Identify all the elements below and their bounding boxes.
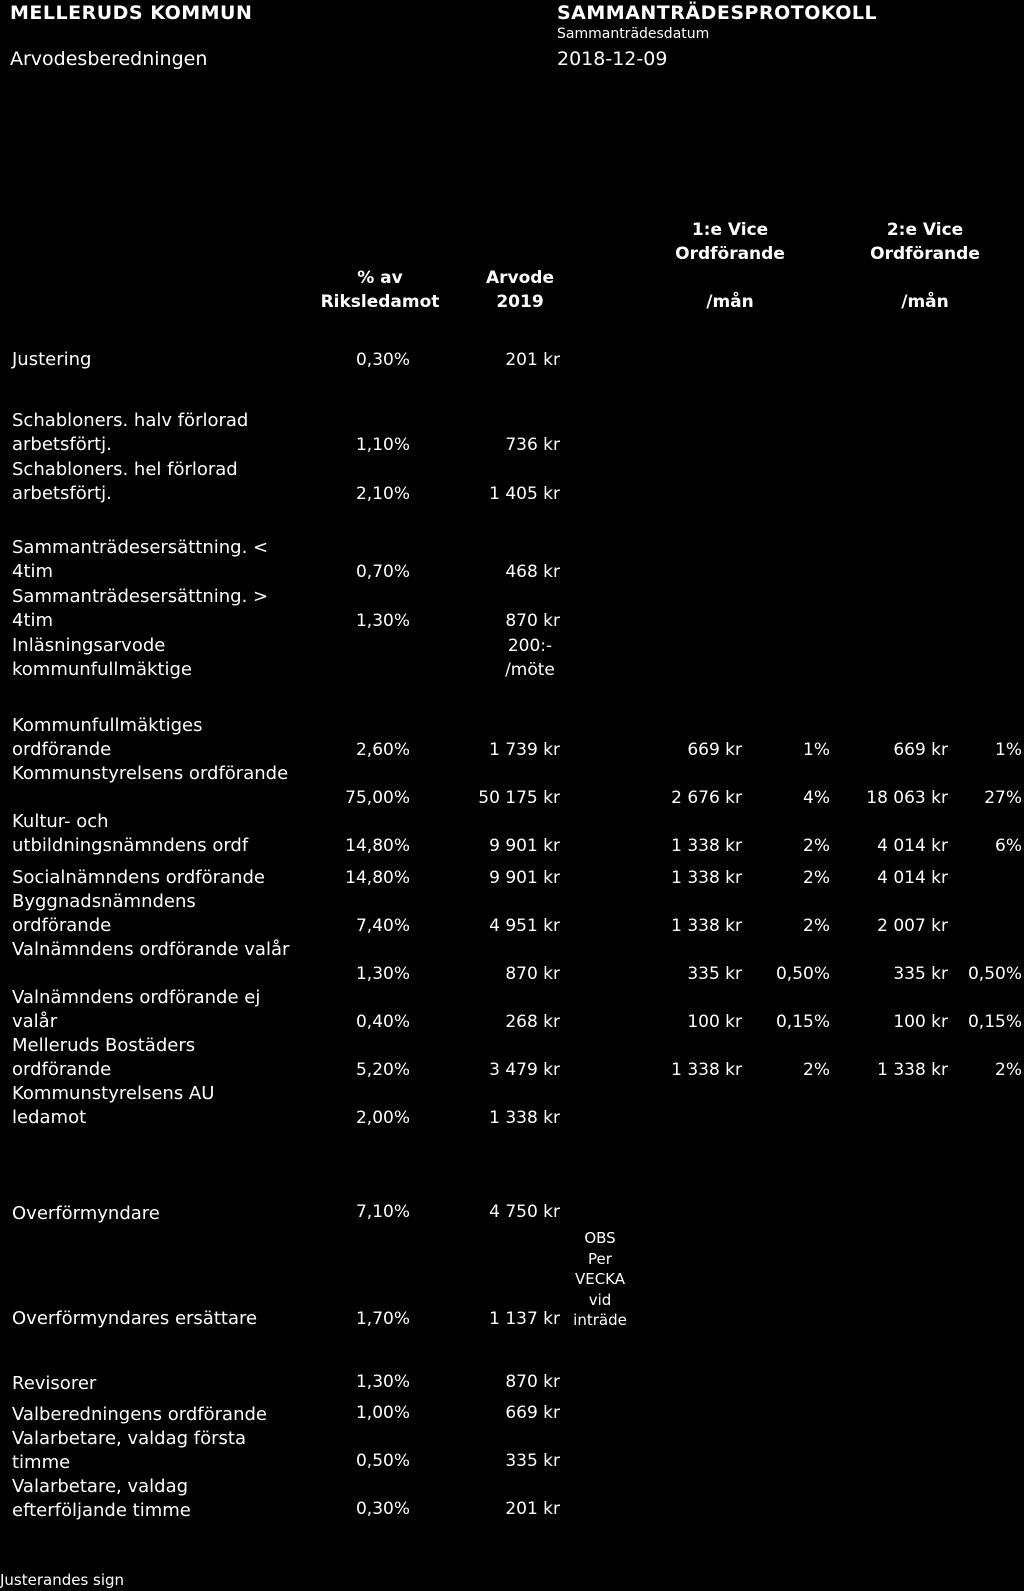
row-vice2-amount: 4 014 kr [877,868,948,888]
row-label: Overförmyndares ersättare [12,1308,258,1329]
row-vice1-amount: 1 338 kr [671,916,742,936]
row-pct: 1,30% [355,1372,410,1392]
row-vice1-pct: 4% [803,788,830,808]
row-vice1-pct: 0,15% [775,1012,830,1032]
row-label: Kultur- och utbildningsnämndens ordf [12,811,249,856]
row-vice2-pct: 27% [984,788,1022,808]
row-label: Byggnadsnämndens ordförande [12,891,196,936]
row-arvode: 201 kr [505,1499,560,1519]
row-pct: 75,00% [345,788,410,808]
row-label: Kommunstyrelsens AU ledamot [12,1083,215,1128]
row-vice1-amount: 100 kr [687,1012,742,1032]
row-label: Valarbetare, valdag första timme [12,1428,246,1473]
row-vice2-amount: 335 kr [893,964,948,984]
row-pct: 0,30% [355,1499,410,1519]
row-arvode: 1 137 kr [489,1309,560,1329]
row-arvode: 669 kr [505,1403,560,1423]
row-arvode: 201 kr [505,350,560,370]
row-vice1-amount: 1 338 kr [671,1060,742,1080]
row-arvode: 4 951 kr [489,916,560,936]
row-pct: 7,10% [355,1202,410,1222]
row-label: Valnämndens ordförande ej valår [12,987,261,1032]
row-pct: 1,10% [355,435,410,455]
row-pct: 2,00% [355,1108,410,1128]
row-vice1-pct: 2% [803,916,830,936]
row-vice2-amount: 2 007 kr [877,916,948,936]
row-arvode: 50 175 kr [478,788,560,808]
signature-label: Justerandes sign [0,1571,125,1589]
date-label: Sammanträdesdatum [557,26,710,42]
row-arvode: 200:- [507,636,553,656]
row-vice2-pct: 0,50% [967,964,1022,984]
row-arvode: 870 kr [505,964,560,984]
row-arvode: 3 479 kr [489,1060,560,1080]
row-pct: 0,30% [355,350,410,370]
row-pct: 5,20% [355,1060,410,1080]
row-label: Overförmyndare [12,1203,160,1224]
row-pct: 2,10% [355,484,410,504]
row-pct: 1,30% [355,611,410,631]
row-arvode: 1 405 kr [489,484,560,504]
row-arvode: 9 901 kr [489,868,560,888]
column-header-vice2-line1: 2:e Vice [886,220,964,240]
row-label: Inläsningsarvode kommunfullmäktige [12,635,192,680]
row-vice1-amount: 669 kr [687,740,742,760]
column-header-vice1-line1: 1:e Vice [691,220,769,240]
row-vice1-pct: 2% [803,1060,830,1080]
obs-note-line: Per [588,1249,612,1268]
obs-note-line: VECKA [574,1270,626,1288]
row-label: Valberedningens ordförande [12,1404,267,1425]
row-arvode: 268 kr [505,1012,560,1032]
row-vice1-pct: 2% [803,868,830,888]
obs-note-line: OBS [584,1229,616,1247]
row-vice2-pct: 1% [995,740,1022,760]
column-header-vice1-unit: /mån [706,292,754,312]
column-header-arvode [470,266,570,314]
row-vice2-amount: 669 kr [893,740,948,760]
row-vice2-amount: 100 kr [893,1012,948,1032]
row-pct: 14,80% [345,836,410,856]
column-header-vice2-line2: Ordförande [870,244,980,264]
row-label: Kommunfullmäktiges ordförande [12,715,203,760]
row-vice2-pct: 0,15% [967,1012,1022,1032]
row-label: Justering [12,349,92,370]
row-label: Valarbetare, valdag efterföljande timme [12,1476,191,1521]
row-label: Revisorer [12,1373,97,1394]
row-vice2-amount: 1 338 kr [877,1060,948,1080]
row-arvode: 4 750 kr [489,1202,560,1222]
row-label: Sammanträdesersättning. < 4tim [12,537,269,582]
document-type: SAMMANTRÄDESPROTOKOLL [557,2,878,24]
row-vice2-amount: 4 014 kr [877,836,948,856]
row-pct: 7,40% [355,916,410,936]
column-header-vice1-line2: Ordförande [675,244,785,264]
row-vice1-pct: 0,50% [775,964,830,984]
row-arvode: 468 kr [505,562,560,582]
row-vice1-pct: 2% [803,836,830,856]
row-label: Socialnämndens ordförande [12,867,265,888]
row-label: Valnämndens ordförande valår [12,939,290,960]
column-header-arvode-line1: Arvode [486,268,554,288]
row-label: Sammanträdesersättning. > 4tim [12,586,269,631]
obs-note-line: vid [588,1290,612,1309]
row-pct: 0,40% [355,1012,410,1032]
column-header-pct [305,266,455,314]
row-vice1-amount: 1 338 kr [671,836,742,856]
row-arvode: 1 338 kr [489,1108,560,1128]
column-header-pct-line2: Riksledamot [320,292,440,312]
meeting-date: 2018-12-09 [557,48,668,70]
row-pct: 14,80% [345,868,410,888]
row-vice2-pct: 2% [995,1060,1022,1080]
row-arvode: 9 901 kr [489,836,560,856]
row-pct: 0,50% [355,1451,410,1471]
organization-name: MELLERUDS KOMMUN [10,2,253,24]
row-vice1-amount: 2 676 kr [671,788,742,808]
row-pct: 0,70% [355,562,410,582]
department-name: Arvodesberedningen [10,48,208,70]
row-label: Kommunstyrelsens ordförande [12,763,289,784]
row-pct: 1,00% [355,1403,410,1423]
row-arvode-unit: /möte [505,660,555,680]
row-vice1-pct: 1% [803,740,830,760]
row-pct: 2,60% [355,740,410,760]
column-header-arvode-line2: 2019 [496,292,544,312]
column-header-vice2 [855,218,995,314]
row-label: Schabloners. halv förlorad arbetsförtj. [12,410,249,455]
column-header-pct-line1: % av [357,268,403,288]
row-pct: 1,30% [355,964,410,984]
row-arvode: 335 kr [505,1451,560,1471]
column-header-vice2-unit: /mån [901,292,949,312]
row-label: Melleruds Bostäders ordförande [12,1035,196,1080]
row-arvode: 870 kr [505,611,560,631]
row-arvode: 1 739 kr [489,740,560,760]
row-arvode: 870 kr [505,1372,560,1392]
row-label: Schabloners. hel förlorad arbetsförtj. [12,459,238,504]
obs-note-line: inträde [573,1311,627,1329]
obs-note [563,1228,637,1331]
column-header-vice1 [660,218,800,314]
row-pct: 1,70% [355,1309,410,1329]
row-vice2-pct: 6% [995,836,1022,856]
row-vice1-amount: 1 338 kr [671,868,742,888]
row-vice1-amount: 335 kr [687,964,742,984]
row-arvode: 736 kr [505,435,560,455]
row-vice2-amount: 18 063 kr [866,788,948,808]
